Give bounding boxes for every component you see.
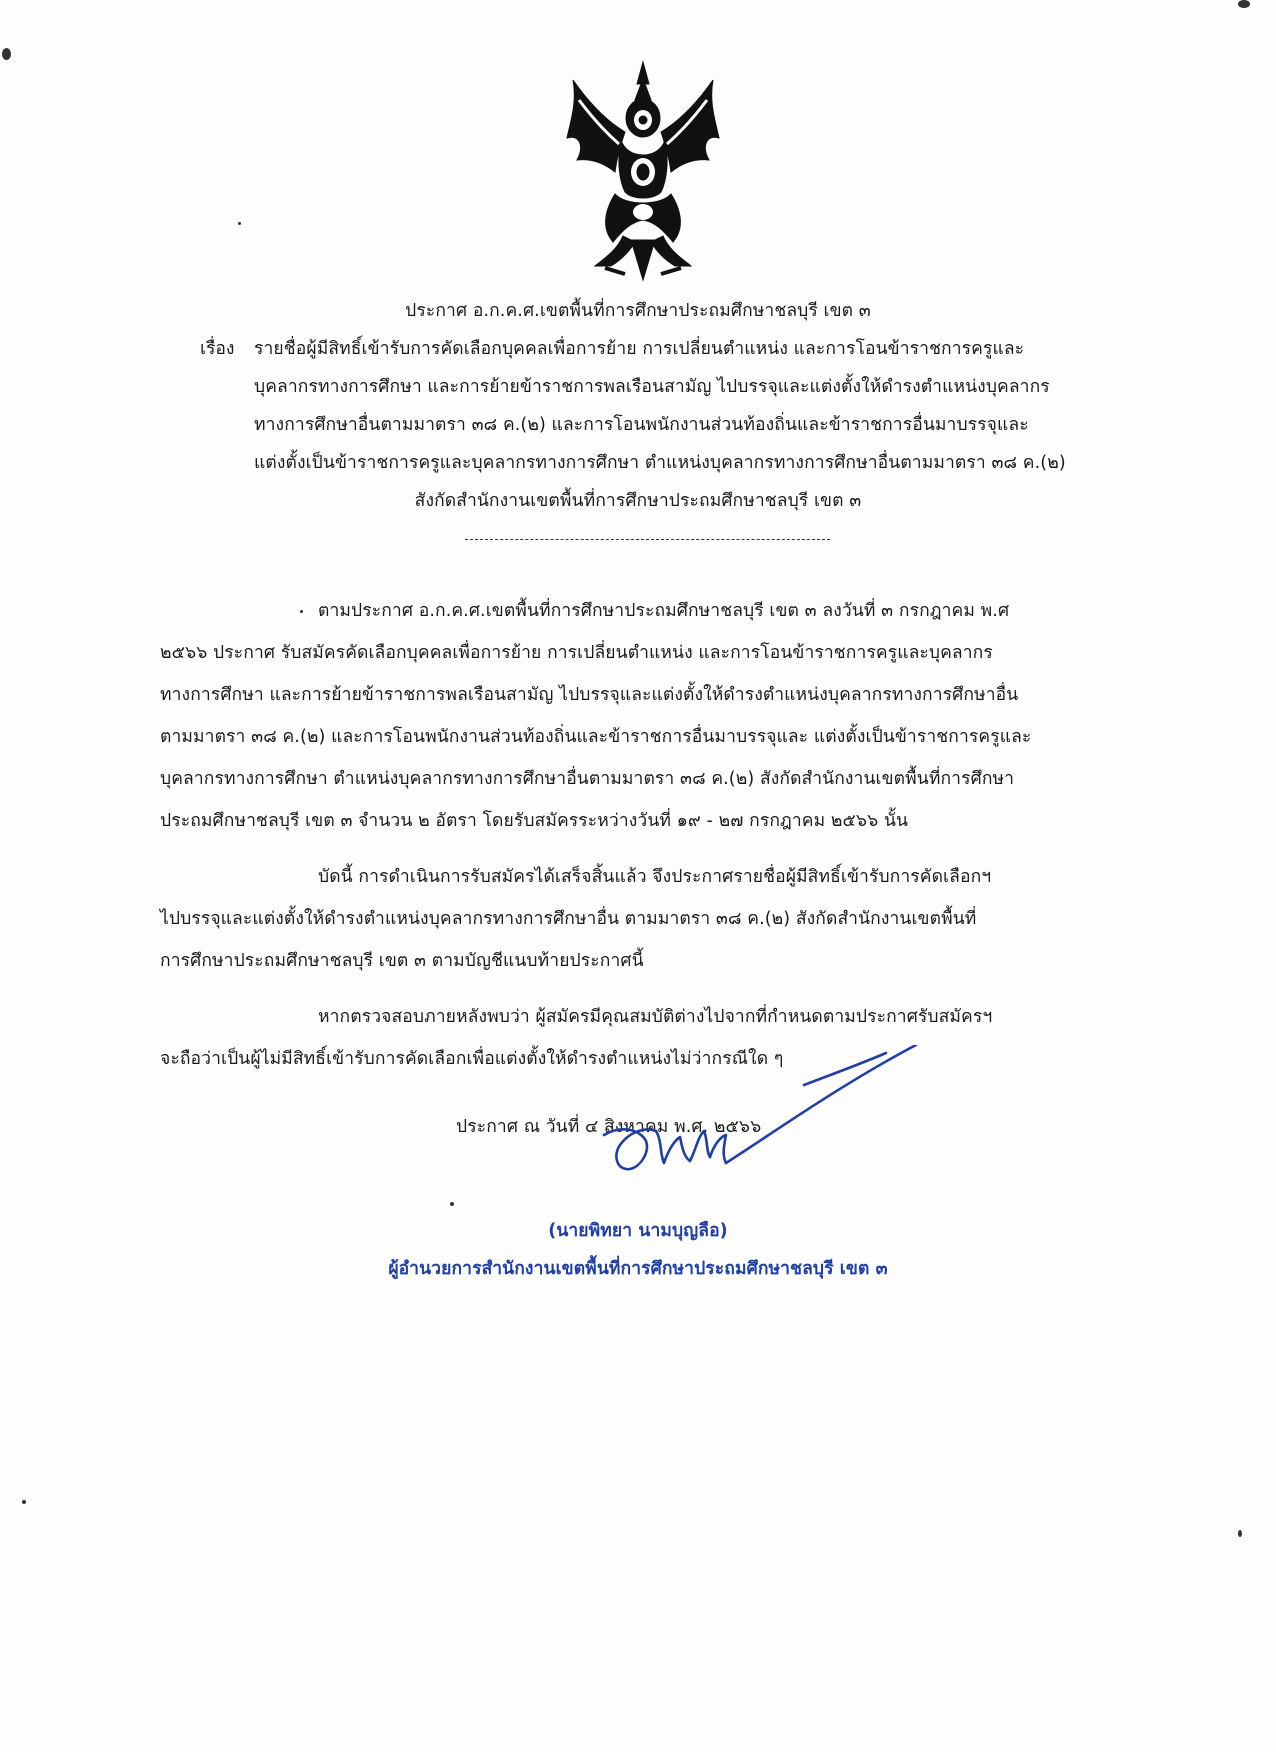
subject-line-1: รายชื่อผู้มีสิทธิ์เข้ารับการคัดเลือกบุคคลเพื่อการย้าย การเปลี่ยนตำแหน่ง และการโอนข้าราชการครูและ <box>254 339 1025 359</box>
scan-speck <box>1238 1530 1242 1537</box>
scan-speck <box>1238 0 1250 8</box>
scan-speck <box>238 222 241 225</box>
paragraph-1-line-1: ตามประกาศ อ.ก.ค.ศ.เขตพื้นที่การศึกษาประถมศึกษาชลบุรี เขต ๓ ลงวันที่ ๓ กรกฎาคม พ.ศ <box>318 601 1010 621</box>
paragraph-1-line-3: ทางการศึกษา และการย้ายข้าราชการพลเรือนสามัญ ไปบรรจุและแต่งตั้งให้ดำรงตำแหน่งบุคลากรทางการศึกษาอื่น <box>160 685 1019 705</box>
handwritten-signature <box>600 1045 920 1205</box>
paragraph-3-line-1: หากตรวจสอบภายหลังพบว่า ผู้สมัครมีคุณสมบัติต่างไปจากที่กำหนดตามประกาศรับสมัครฯ <box>318 1007 993 1027</box>
paragraph-3-line-2: จะถือว่าเป็นผู้ไม่มีสิทธิ์เข้ารับการคัดเลือกเพื่อแต่งตั้งให้ดำรงตำแหน่งไม่ว่ากรณีใด ๆ <box>160 1049 784 1069</box>
signer-position: ผู้อำนวยการสำนักงานเขตพื้นที่การศึกษาประถมศึกษาชลบุรี เขต ๓ <box>388 1259 888 1279</box>
paragraph-2-line-1: บัดนี้ การดำเนินการรับสมัครได้เสร็จสิ้นแล้ว จึงประกาศรายชื่อผู้มีสิทธิ์เข้ารับการคัดเลือกฯ <box>318 867 992 887</box>
paragraph-1-line-2: ๒๕๖๖ ประกาศ รับสมัครคัดเลือกบุคคลเพื่อการย้าย การเปลี่ยนตำแหน่ง และการโอนข้าราชการครูและบุคลากร <box>160 643 993 663</box>
paragraph-1-line-6: ประถมศึกษาชลบุรี เขต ๓ จำนวน ๒ อัตรา โดยรับสมัครระหว่างวันที่ ๑๙ - ๒๗ กรกฎาคม ๒๕๖๖ นั้น <box>160 811 909 831</box>
subject-line-2: บุคลากรทางการศึกษา และการย้ายข้าราชการพลเรือนสามัญ ไปบรรจุและแต่งตั้งให้ดำรงตำแหน่งบุคลากร <box>254 377 1050 397</box>
scan-speck <box>2 48 11 60</box>
announcement-date: ประกาศ ณ วันที่ ๔ สิงหาคม พ.ศ. ๒๕๖๖ <box>456 1117 762 1137</box>
subject-line-3: ทางการศึกษาอื่นตามมาตรา ๓๘ ค.(๒) และการโอนพนักงานส่วนท้องถิ่นและข้าราชการอื่นมาบรรจุและ <box>254 415 1029 435</box>
paragraph-1-line-5: บุคลากรทางการศึกษา ตำแหน่งบุคลากรทางการศึกษาอื่นตามมาตรา ๓๘ ค.(๒) สังกัดสำนักงานเขตพื้นที่การศึกษา <box>160 769 1015 789</box>
paragraph-2-line-2: ไปบรรจุและแต่งตั้งให้ดำรงตำแหน่งบุคลากรทางการศึกษาอื่น ตามมาตรา ๓๘ ค.(๒) สังกัดสำนักงานเขตพื้นที่ <box>160 909 977 929</box>
garuda-emblem-icon <box>565 60 721 282</box>
scan-speck <box>450 1202 454 1206</box>
section-divider <box>465 539 830 540</box>
announcement-title: ประกาศ อ.ก.ค.ศ.เขตพื้นที่การศึกษาประถมศึกษาชลบุรี เขต ๓ <box>405 301 871 321</box>
paragraph-1-line-4: ตามมาตรา ๓๘ ค.(๒) และการโอนพนักงานส่วนท้องถิ่นและข้าราชการอื่นมาบรรจุและ แต่งตั้งเป็นข้าราชการครูและ <box>160 727 1032 747</box>
subject-line-5: สังกัดสำนักงานเขตพื้นที่การศึกษาประถมศึกษาชลบุรี เขต ๓ <box>414 491 862 511</box>
signer-name: (นายพิทยา นามบุญลือ) <box>548 1221 728 1241</box>
scan-speck <box>22 1500 26 1504</box>
scan-speck <box>300 610 303 613</box>
paragraph-2-line-3: การศึกษาประถมศึกษาชลบุรี เขต ๓ ตามบัญชีแนบท้ายประกาศนี้ <box>160 951 644 971</box>
subject-line-4: แต่งตั้งเป็นข้าราชการครูและบุคลากรทางการศึกษา ตำแหน่งบุคลากรทางการศึกษาอื่นตามมาตรา ๓๘ ค.(๒) <box>254 453 1066 473</box>
subject-label: เรื่อง <box>200 339 235 359</box>
